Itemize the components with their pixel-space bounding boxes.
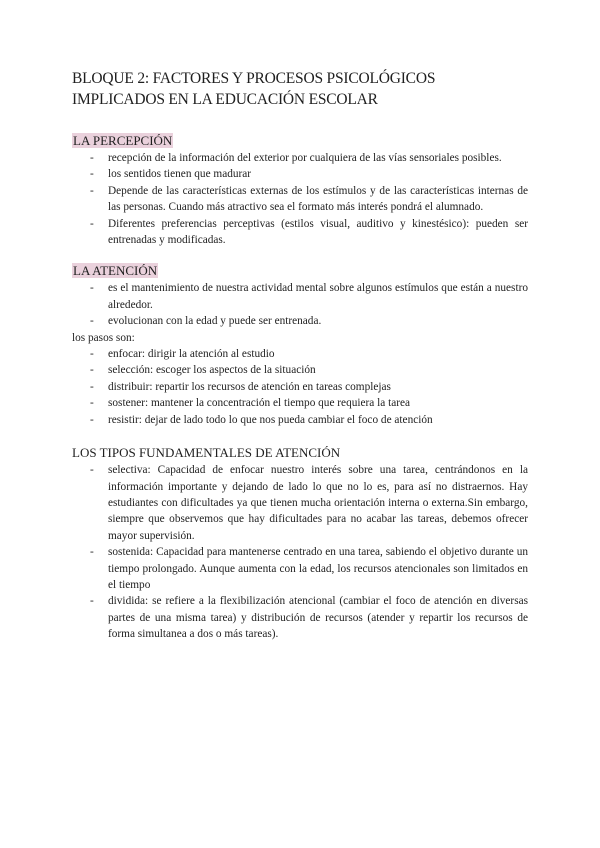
list-item <box>72 313 528 329</box>
list-item-text: recepción de la información del exterior por cualquiera de las vías sensoriales posibles. <box>108 152 502 164</box>
bullet-dash: - <box>90 364 94 377</box>
section-heading-atencion <box>72 262 528 279</box>
list-item <box>72 346 528 362</box>
list-item <box>72 166 528 182</box>
steps-intro: los pasos son: <box>72 331 135 344</box>
list-item-text: Diferentes preferencias perceptivas (estilos visual, auditivo y kinestésico): pueden ser entrenadas y modificadas. <box>108 217 528 247</box>
highlighted-heading-text: LA PERCEPCIÓN <box>73 133 173 148</box>
list-item-text: sostener: mantener la concentración el tiempo que requiera la tarea <box>108 397 411 410</box>
spacer <box>72 428 528 444</box>
list-item <box>72 183 528 216</box>
list-item <box>72 593 528 642</box>
list-item <box>72 412 528 428</box>
list-item <box>72 462 528 544</box>
bullet-dash: - <box>90 595 94 608</box>
bullet-dash: - <box>90 168 94 181</box>
spacer <box>72 248 528 262</box>
atencion-steps-list <box>72 346 528 428</box>
section-heading-tipos: LOS TIPOS FUNDAMENTALES DE ATENCIÓN <box>72 445 341 461</box>
bullet-dash: - <box>90 546 94 559</box>
list-item <box>72 216 528 249</box>
bullet-dash: - <box>90 348 94 361</box>
list-item <box>72 280 528 313</box>
list-item-text: evolucionan con la edad y puede ser entrenada. <box>108 315 322 328</box>
list-item <box>72 379 528 395</box>
list-item-text: enfocar: dirigir la atención al estudio <box>108 348 275 361</box>
bullet-dash: - <box>90 380 94 393</box>
percepcion-list <box>72 150 528 248</box>
list-item-text: Depende de las características externas de los estímulos y de las características internas de las personas. Cuando más atractivo sea el formato más interés pondrá el alumnado. <box>108 184 528 214</box>
bullet-dash: - <box>90 413 94 426</box>
list-item-text: distribuir: repartir los recursos de atención en tareas complejas <box>108 380 391 393</box>
list-item-text: sostenida: Capacidad para mantenerse centrado en una tarea, sabiendo el objetivo durante un tiempo prolongado. Aunque aumenta con la edad, los recursos atencionales son limitados en el tiempo <box>108 546 528 591</box>
bullet-dash: - <box>90 184 94 197</box>
list-item <box>72 150 528 166</box>
bullet-dash: - <box>90 315 94 328</box>
bullet-dash: - <box>90 217 94 230</box>
bullet-dash: - <box>90 464 94 477</box>
tipos-list <box>72 462 528 642</box>
bullet-dash: - <box>90 397 94 410</box>
bullet-dash: - <box>90 152 94 164</box>
document-title: BLOQUE 2: FACTORES Y PROCESOS PSICOLÓGICOS IMPLICADOS EN LA EDUCACIÓN ESCOLAR <box>72 70 436 108</box>
section-atencion <box>72 262 528 428</box>
bullet-dash: - <box>90 282 94 295</box>
list-item-text: es el mantenimiento de nuestra actividad mental sobre algunos estímulos que están a nuestro alrededor. <box>108 282 528 311</box>
list-item-text: selección: escoger los aspectos de la situación <box>108 364 316 377</box>
highlighted-heading-text: LA ATENCIÓN <box>73 263 158 279</box>
list-item-text: selectiva: Capacidad de enfocar nuestro interés sobre una tarea, centrándonos en la información importante y dejando de lado lo que no lo es, para así no distraernos. Hay estudiantes con dificultades ya que tienen mucha orientación interna o externa.Sin embargo, siempre que observemos que hay dificultades para no acabar las tareas, debemos ofrecer mayor supervisión. <box>108 464 528 542</box>
atencion-list <box>72 280 528 329</box>
list-item <box>72 395 528 411</box>
section-tipos-atencion <box>72 444 528 642</box>
list-item <box>72 362 528 378</box>
list-item <box>72 544 528 593</box>
list-item-text: resistir: dejar de lado todo lo que nos pueda cambiar el foco de atención <box>108 413 433 426</box>
section-heading-percepcion <box>72 132 528 149</box>
section-percepcion <box>72 132 528 248</box>
list-item-text: los sentidos tienen que madurar <box>108 168 252 181</box>
list-item-text: dividida: se refiere a la flexibilización atencional (cambiar el foco de atención en diversas partes de una misma tarea) y distribución de recursos (atender y repartir los recursos de forma simultanea a dos o más tareas). <box>108 595 528 641</box>
